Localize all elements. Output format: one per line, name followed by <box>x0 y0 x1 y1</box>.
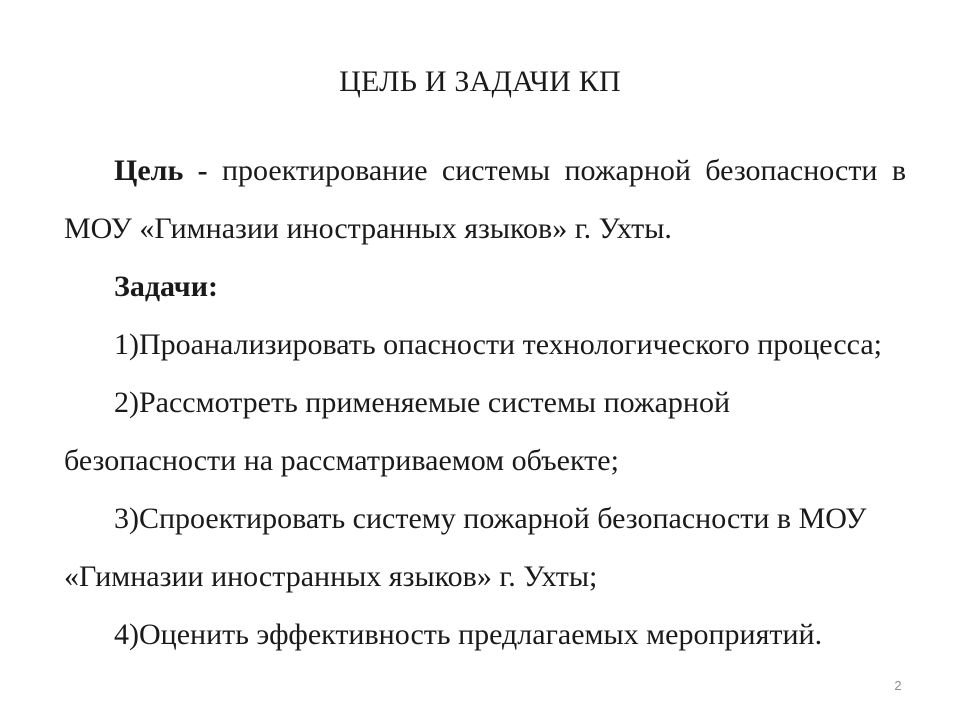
task-item-4: 4)Оценить эффективность предлагаемых мероприятий. <box>114 618 823 651</box>
goal-label: Цель - <box>114 154 208 187</box>
task-item-3: 3)Спроектировать систему пожарной безопасности в МОУ «Гимназии иностранных языков» г. Ухты; <box>64 502 867 593</box>
task-item-1: 1)Проанализировать опасности технологического процесса; <box>114 328 883 361</box>
task-item-2: 2)Рассмотреть применяемые системы пожарной безопасности на рассматриваемом объекте; <box>64 386 731 477</box>
slide-title: ЦЕЛЬ И ЗАДАЧИ КП <box>339 65 621 98</box>
page-number: 2 <box>894 678 902 693</box>
tasks-heading: Задачи: <box>114 270 219 303</box>
slide-body <box>64 142 906 664</box>
goal-text: проектирование системы пожарной безопасности в МОУ «Гимназии иностранных языков» г. Ухты. <box>64 154 906 245</box>
goal-paragraph <box>64 142 906 258</box>
